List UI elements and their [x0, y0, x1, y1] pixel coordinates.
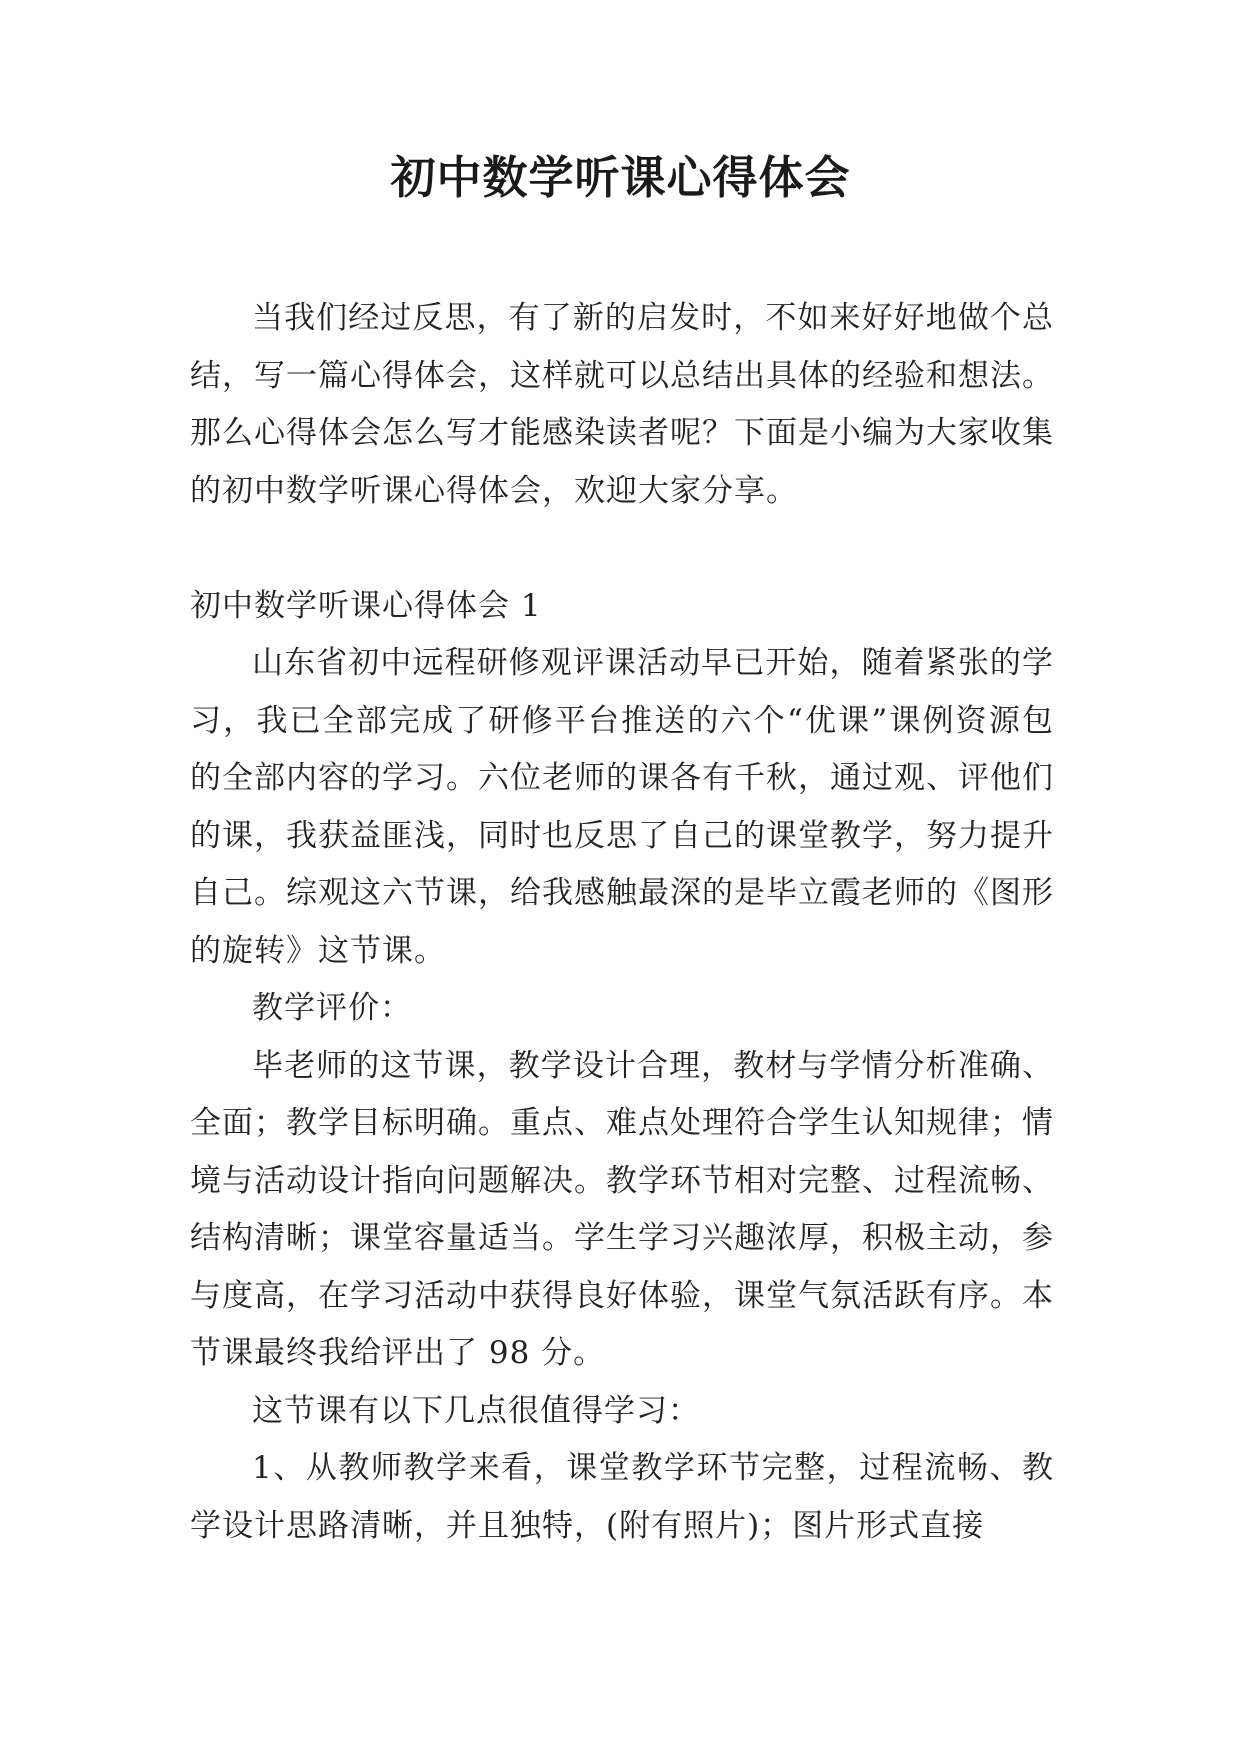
body-paragraph-4: 这节课有以下几点很值得学习：	[252, 1392, 700, 1429]
intro-paragraph: 当我们经过反思，有了新的启发时，不如来好好地做个总结，写一篇心得体会，这样就可以总结出具体的经验和想法。那么心得体会怎么写才能感染读者呢？下面是小编为大家收集的初中数学听课心得体会，欢迎大家分享。	[190, 300, 1054, 509]
section-heading: 初中数学听课心得体会 1	[190, 587, 542, 624]
document-body	[190, 290, 1054, 1555]
body-paragraph-5: 1、从教师教学来看，课堂教学环节完整，过程流畅、教学设计思路清晰，并且独特，(附有照片)；图片形式直接	[190, 1450, 1054, 1544]
paragraph-spacer	[190, 520, 1054, 578]
document-title: 初中数学听课心得体会	[390, 151, 851, 204]
body-paragraph-1: 山东省初中远程研修观评课活动早已开始，随着紧张的学习，我已全部完成了研修平台推送的六个“优课”课例资源包的全部内容的学习。六位老师的课各有千秋，通过观、评他们的课，我获益匪浅，同时也反思了自己的课堂教学，努力提升自己。综观这六节课，给我感触最深的是毕立霞老师的《图形的旋转》这节课。	[190, 645, 1054, 969]
body-paragraph-3: 毕老师的这节课，教学设计合理，教材与学情分析准确、全面；教学目标明确。重点、难点处理符合学生认知规律；情境与活动设计指向问题解决。教学环节相对完整、过程流畅、结构清晰；课堂容量适当。学生学习兴趣浓厚，积极主动，参与度高，在学习活动中获得良好体验，课堂气氛活跃有序。本节课最终我给评出了 98 分。	[190, 1047, 1054, 1371]
body-paragraph-2: 教学评价：	[252, 990, 412, 1026]
